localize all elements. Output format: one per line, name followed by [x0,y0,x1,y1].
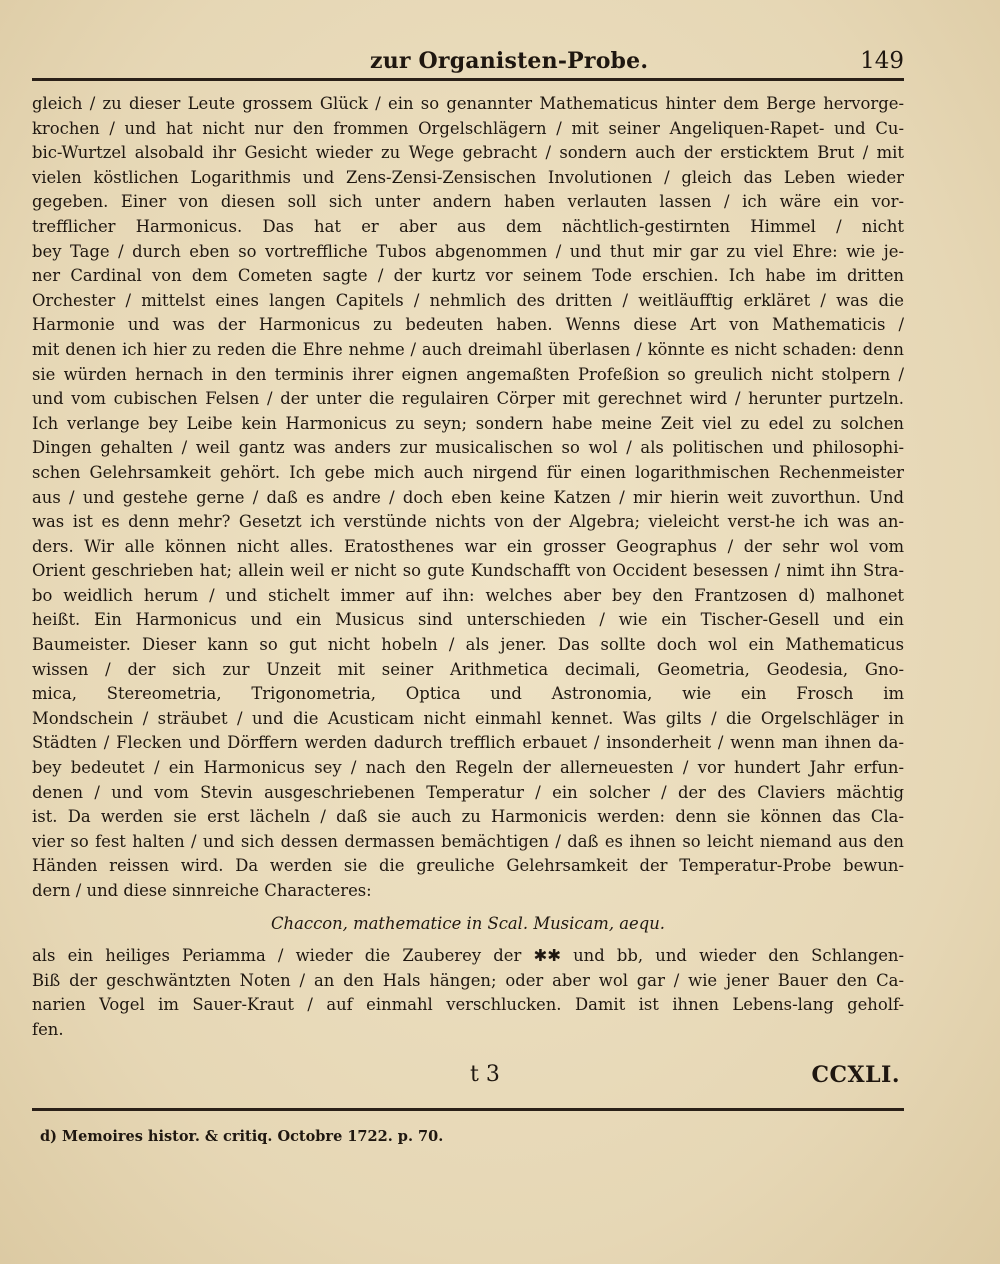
text-line: wissen / der sich zur Unzeit mit seiner Arithmetica decimali, Geometria, Geodesia, Gno- [32,659,904,679]
text-line: heißt. Ein Harmonicus und ein Musicus sind unterschieden / wie ein Tischer-Gesell und ein [32,610,904,630]
centered-formula: Chaccon, mathematice in Scal. Musicam, aequ. [271,913,665,933]
text-line: Dingen gehalten / weil gantz was anders zur musicalischen so wol / als politischen und philosophi- [32,438,904,458]
text-line: bo weidlich herum / und stichelt immer auf ihn: welches aber bey den Frantzosen d) malhonet [32,585,904,605]
text-line: was ist es denn mehr? Gesetzt ich verstünde nichts von der Algebra; vieleicht verst-he ich was an- [32,512,904,532]
text-line: krochen / und hat nicht nur den frommen Orgelschlägern / mit seiner Angeliquen-Rapet- und Cu- [32,118,904,138]
page-number: 149 [860,48,904,74]
catchword: CCXLI. [811,1062,900,1088]
text-line: Orchester / mittelst eines langen Capitels / nehmlich des dritten / weitläufftig erkläret / was die [32,290,904,310]
text-line: gleich / zu dieser Leute grossem Glück / ein so genannter Mathematicus hinter dem Berge hervorge- [32,94,904,113]
text-line: vielen köstlichen Logarithmis und Zens-Zensi-Zensischen Involutionen / gleich das Leben wieder [32,167,904,187]
text-line: vier so fest halten / und sich dessen dermassen bemächtigen / daß es ihnen so leicht niemand aus den [32,831,904,851]
text-line: narien Vogel im Sauer-Kraut / auf einmahl verschlucken. Damit ist ihnen Lebens-lang geholf- [32,995,904,1015]
text-line: aus / und gestehe gerne / daß es andre / doch eben keine Katzen / mir hierin weit zuvorthun. Und [32,487,904,507]
text-line: trefflicher Harmonicus. Das hat er aber aus dem nächtlich-gestirnten Himmel / nicht [32,216,904,236]
text-line: bic-Wurtzel alsobald ihr Gesicht wieder zu Wege gebracht / sondern auch der ersticktem Brut / mit [32,143,904,163]
header-rule [32,78,904,81]
footnote: d) Memoires histor. & critiq. Octobre 1722. p. 70. [40,1128,444,1145]
footnote-rule [32,1108,904,1111]
text-line: fen. [32,1019,64,1039]
page-header [0,48,1000,80]
text-line: bey bedeutet / ein Harmonicus sey / nach den Regeln der allerneuesten / vor hundert Jahr erfun- [32,758,904,778]
running-title: zur Organisten-Probe. [370,48,649,74]
signature-mark: t 3 [470,1062,500,1087]
text-line: ist. Da werden sie erst lächeln / daß sie auch zu Harmonicis werden: denn sie können das Cla- [32,807,904,827]
text-line: Ich verlange bey Leibe kein Harmonicus zu seyn; sondern habe meine Zeit viel zu edel zu solchen [32,413,904,433]
text-line: Orient geschrieben hat; allein weil er nicht so gute Kundschafft von Occident besessen / nimt ihn Stra- [32,561,904,581]
text-line: sie würden hernach in den terminis ihrer eignen angemaßten Profeßion so greulich nicht stolpern / [32,364,904,384]
text-line: Biß der geschwäntzten Noten / an den Hals hängen; oder aber wol gar / wie jener Bauer den Ca- [32,970,904,990]
text-line: mit denen ich hier zu reden die Ehre nehme / auch dreimahl überlasen / könnte es nicht schaden: denn [32,339,904,359]
text-line: Städten / Flecken und Dörffern werden dadurch trefflich erbauet / insonderheit / wenn man ihnen da- [32,733,904,753]
text-line: Mondschein / sträubet / und die Acusticam nicht einmahl kennet. Was gilts / die Orgelschläger in [32,708,904,728]
text-line: ner Cardinal von dem Cometen sagte / der kurtz vor seinem Tode erschien. Ich habe im dritten [32,266,904,286]
text-line: Harmonie und was der Harmonicus zu bedeuten haben. Wenns diese Art von Mathematicis / [32,315,904,335]
text-line: als ein heiliges Periamma / wieder die Zauberey der ✱✱ und bb, und wieder den Schlangen- [32,946,904,966]
text-line: Händen reissen wird. Da werden sie die greuliche Gelehrsamkeit der Temperatur-Probe bewun- [32,856,904,876]
text-line: dern / und diese sinnreiche Characteres: [32,881,372,900]
text-line: denen / und vom Stevin ausgeschriebenen Temperatur / ein solcher / der des Claviers mächtig [32,782,904,802]
text-line: mica, Stereometria, Trigonometria, Optica und Astronomia, wie ein Frosch im [32,684,904,704]
text-line: und vom cubischen Felsen / der unter die regulairen Cörper mit gerechnet wird / herunter purtzeln. [32,389,904,409]
body-text [32,92,904,1043]
page-footer [32,1062,904,1094]
text-line: Baumeister. Dieser kann so gut nicht hobeln / als jener. Das sollte doch wol ein Mathematicus [32,635,904,655]
text-line: schen Gelehrsamkeit gehört. Ich gebe mich auch nirgend für einen logarithmischen Rechenmeister [32,462,904,482]
text-line: bey Tage / durch eben so vortreffliche Tubos abgenommen / und thut mir gar zu viel Ehre: wie je- [32,241,904,261]
text-line: ders. Wir alle können nicht alles. Eratosthenes war ein grosser Geographus / der sehr wol vom [32,536,904,556]
text-line: gegeben. Einer von diesen soll sich unter andern haben verlauten lassen / ich wäre ein vor- [32,192,904,212]
